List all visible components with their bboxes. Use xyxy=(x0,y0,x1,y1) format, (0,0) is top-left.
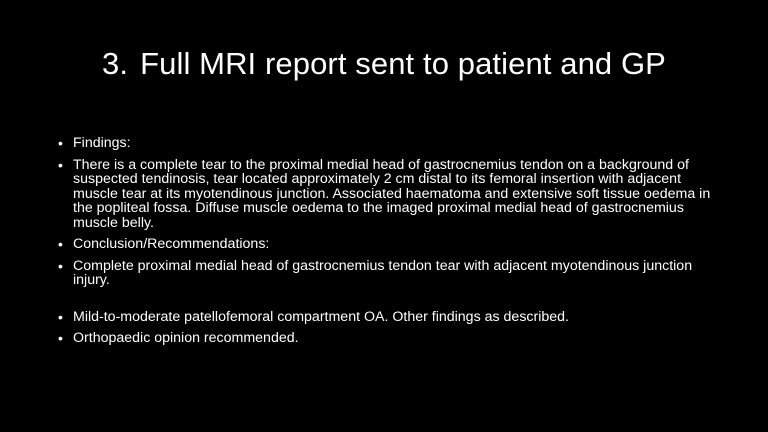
bullet-findings-detail xyxy=(58,158,718,231)
bullet-dot-icon: • xyxy=(58,236,63,252)
bullet-conclusion-heading xyxy=(58,237,718,252)
slide-title xyxy=(0,44,768,84)
bullet-conclusion-oa xyxy=(58,310,718,325)
bullet-text: Mild-to-moderate patellofemoral compartment OA. Other findings as described. xyxy=(73,308,569,325)
bullet-text: Orthopaedic opinion recommended. xyxy=(73,330,299,346)
title-text: Full MRI report sent to patient and GP xyxy=(140,46,666,81)
bullet-text: Conclusion/Recommendations: xyxy=(73,236,270,252)
bullet-orthopaedic-opinion xyxy=(58,331,718,346)
bullet-dot-icon: • xyxy=(58,156,63,173)
title-number: 3. xyxy=(102,46,129,81)
bullet-dot-icon: • xyxy=(58,330,63,346)
bullet-dot-icon: • xyxy=(58,308,63,325)
bullet-text: Findings: xyxy=(73,135,131,151)
bullet-text: Complete proximal medial head of gastrocnemius tendon tear with adjacent myotendinous junction injury. xyxy=(73,257,693,288)
bullet-dot-icon: • xyxy=(58,135,63,151)
bullet-findings-heading xyxy=(58,136,718,151)
bullet-conclusion-tear xyxy=(58,259,718,288)
bullet-dot-icon: • xyxy=(58,257,63,274)
bullet-text: There is a complete tear to the proximal medial head of gastrocnemius tendon on a background of suspected tendinosis, tear located approximately 2 cm distal to its femoral insertion with adjacent muscle tear at its myotendinous junction. Associated haematoma and extensive soft tissue oedema in the popliteal fossa. Diffuse muscle oedema to the imaged proximal medial head of gastrocnemius muscle belly. xyxy=(73,156,711,231)
bullet-list xyxy=(58,136,718,353)
